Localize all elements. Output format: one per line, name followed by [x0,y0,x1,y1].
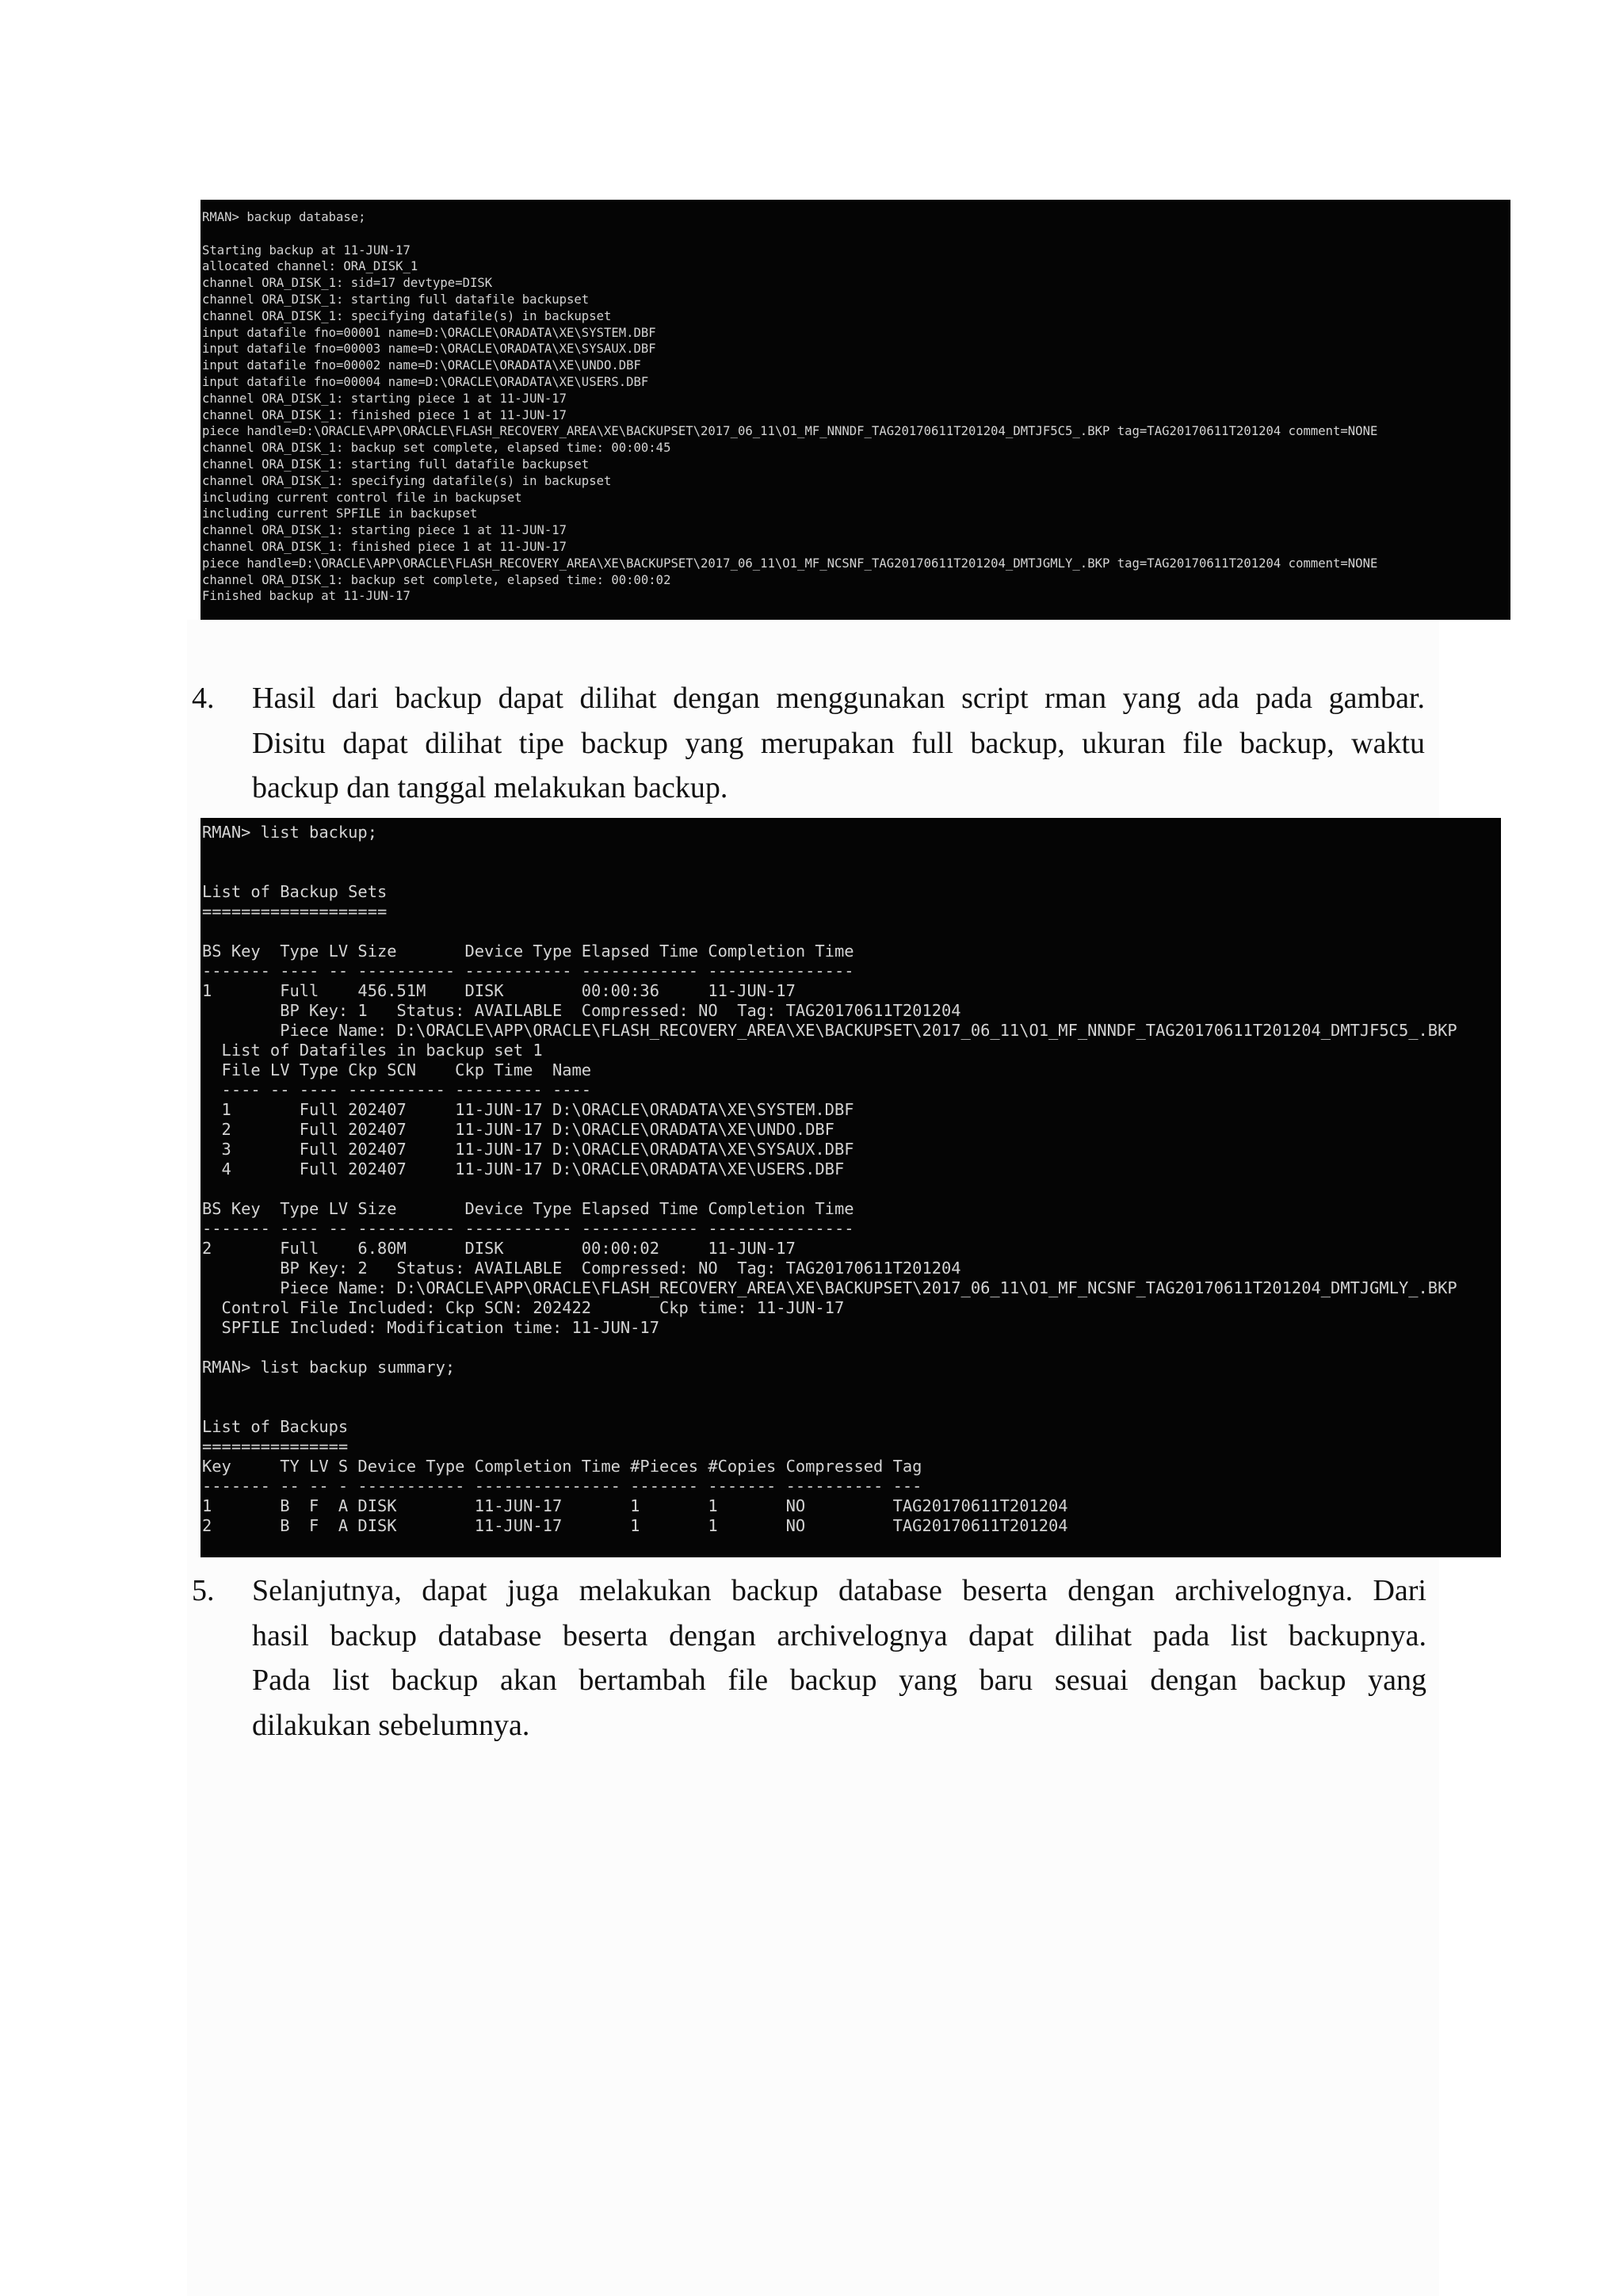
terminal-line: List of Backup Sets [202,882,388,901]
paragraph-line: backup dan tanggal melakukan backup. [252,771,728,804]
terminal-line [202,1338,1501,1358]
terminal-line: channel ORA_DISK_1: specifying datafile(s) in backupset [202,473,612,488]
terminal-line: 1 Full 456.51M DISK 00:00:36 11-JUN-17 [202,981,796,1000]
terminal-line: 2 Full 6.80M DISK 00:00:02 11-JUN-17 [202,1239,796,1258]
paragraph-line: Hasil dari backup dapat dilihat dengan menggunakan script rman yang ada pada gambar. [252,682,1425,715]
paragraph-line: Pada list backup akan bertambah file backup yang baru sesuai dengan backup yang [252,1664,1426,1697]
terminal-line: 3 Full 202407 11-JUN-17 D:\ORACLE\ORADATA\XE\SYSAUX.DBF [202,1140,854,1159]
list-number: 5. [192,1574,215,1607]
terminal-line: 1 B F A DISK 11-JUN-17 1 1 NO TAG20170611T201204 [202,1496,1068,1515]
terminal-line: allocated channel: ORA_DISK_1 [202,259,418,274]
terminal-line: BP Key: 1 Status: AVAILABLE Compressed: NO Tag: TAG20170611T201204 [202,1001,961,1020]
terminal-line: =============== [202,1437,349,1456]
terminal-line: including current SPFILE in backupset [202,506,478,521]
terminal-line [202,842,1501,862]
terminal-line: RMAN> list backup; [202,823,377,842]
terminal-line: input datafile fno=00004 name=D:\ORACLE\ORADATA\XE\USERS.DBF [202,374,649,389]
paragraph-line: hasil backup database beserta dengan archivelognya dapat dilihat pada list backupnya. [252,1618,1426,1652]
paragraph-text [252,1568,1426,1748]
terminal-line: channel ORA_DISK_1: starting piece 1 at 11-JUN-17 [202,391,567,406]
paragraph-text [252,676,1425,811]
terminal-line: 2 B F A DISK 11-JUN-17 1 1 NO TAG20170611T201204 [202,1516,1068,1535]
terminal-line: channel ORA_DISK_1: starting piece 1 at 11-JUN-17 [202,523,567,538]
rman-backup-database-screenshot [200,200,1510,620]
terminal-line: List of Backups [202,1417,349,1436]
terminal-line [202,1377,1501,1397]
list-item-5 [192,1568,1460,1751]
terminal-line: BS Key Type LV Size Device Type Elapsed Time Completion Time [202,1199,854,1218]
terminal-line: input datafile fno=00003 name=D:\ORACLE\ORADATA\XE\SYSAUX.DBF [202,342,656,357]
terminal-line: channel ORA_DISK_1: sid=17 devtype=DISK [202,276,493,291]
terminal-line: Control File Included: Ckp SCN: 202422 Ckp time: 11-JUN-17 [202,1298,845,1317]
list-number: 4. [192,682,215,715]
terminal-line: 2 Full 202407 11-JUN-17 D:\ORACLE\ORADATA\XE\UNDO.DBF [202,1120,834,1139]
terminal-line: BS Key Type LV Size Device Type Elapsed Time Completion Time [202,942,854,961]
terminal-line [202,862,1501,882]
terminal-line: ------- ---- -- ---------- ----------- ------------ --------------- [202,961,854,980]
terminal-line: channel ORA_DISK_1: backup set complete, elapsed time: 00:00:45 [202,441,671,456]
terminal-line: channel ORA_DISK_1: starting full datafile backupset [202,292,590,307]
terminal-line: BP Key: 2 Status: AVAILABLE Compressed: NO Tag: TAG20170611T201204 [202,1259,961,1278]
terminal-line: 1 Full 202407 11-JUN-17 D:\ORACLE\ORADATA\XE\SYSTEM.DBF [202,1100,854,1119]
terminal-line: input datafile fno=00001 name=D:\ORACLE\ORADATA\XE\SYSTEM.DBF [202,325,656,340]
paragraph-line: Selanjutnya, dapat juga melakukan backup database beserta dengan archivelognya. Dari [252,1574,1426,1607]
terminal-line: input datafile fno=00002 name=D:\ORACLE\ORADATA\XE\UNDO.DBF [202,358,641,373]
paragraph-line: Disitu dapat dilihat tipe backup yang merupakan full backup, ukuran file backup, waktu [252,726,1425,760]
terminal-line: File LV Type Ckp SCN Ckp Time Name [202,1060,592,1079]
terminal-line: channel ORA_DISK_1: starting full datafile backupset [202,457,590,472]
terminal-line: Starting backup at 11-JUN-17 [202,243,411,258]
terminal-line: 4 Full 202407 11-JUN-17 D:\ORACLE\ORADATA\XE\USERS.DBF [202,1159,845,1179]
terminal-line: =================== [202,902,388,921]
terminal-line: channel ORA_DISK_1: finished piece 1 at 11-JUN-17 [202,407,567,422]
terminal-line: Piece Name: D:\ORACLE\APP\ORACLE\FLASH_RECOVERY_AREA\XE\BACKUPSET\2017_06_11\O1_MF_NNNDF_TAG20170611T201204_DMTJF5C5_.BKP [202,1021,1457,1040]
terminal-line: ------- -- -- - ----------- --------------- ------- ------- ---------- --- [202,1477,922,1496]
terminal-line [202,226,1510,243]
terminal-line: including current control file in backupset [202,490,522,505]
terminal-line: Key TY LV S Device Type Completion Time #Pieces #Copies Compressed Tag [202,1457,922,1476]
terminal-line: RMAN> list backup summary; [202,1358,456,1377]
terminal-line [202,1397,1501,1417]
list-item-4 [192,676,1428,811]
terminal-line: Piece Name: D:\ORACLE\APP\ORACLE\FLASH_RECOVERY_AREA\XE\BACKUPSET\2017_06_11\O1_MF_NCSNF_TAG20170611T201204_DMTJGMLY_.BKP [202,1278,1457,1297]
terminal-line: RMAN> backup database; [202,210,366,224]
rman-list-backup-screenshot [200,818,1501,1557]
terminal-line [202,1179,1501,1199]
terminal-line: channel ORA_DISK_1: backup set complete, elapsed time: 00:00:02 [202,572,671,587]
terminal-line: Finished backup at 11-JUN-17 [202,589,411,604]
terminal-line: ------- ---- -- ---------- ----------- ------------ --------------- [202,1219,854,1238]
terminal-line: channel ORA_DISK_1: specifying datafile(s) in backupset [202,308,612,323]
paragraph-line: dilakukan sebelumnya. [252,1708,530,1742]
terminal-line: SPFILE Included: Modification time: 11-JUN-17 [202,1318,659,1337]
terminal-line: channel ORA_DISK_1: finished piece 1 at 11-JUN-17 [202,539,567,554]
terminal-line [202,922,1501,942]
terminal-line: List of Datafiles in backup set 1 [202,1041,543,1060]
terminal-line: piece handle=D:\ORACLE\APP\ORACLE\FLASH_RECOVERY_AREA\XE\BACKUPSET\2017_06_11\O1_MF_NNNDF_TAG20170611T201204_DMTJF5C5_.BKP tag=TAG20170611T201204 comment=NONE [202,424,1378,439]
terminal-line: piece handle=D:\ORACLE\APP\ORACLE\FLASH_RECOVERY_AREA\XE\BACKUPSET\2017_06_11\O1_MF_NCSNF_TAG20170611T201204_DMTJGMLY_.BKP tag=TAG20170611T201204 comment=NONE [202,556,1378,571]
terminal-line: ---- -- ---- ---------- --------- ---- [202,1080,592,1099]
